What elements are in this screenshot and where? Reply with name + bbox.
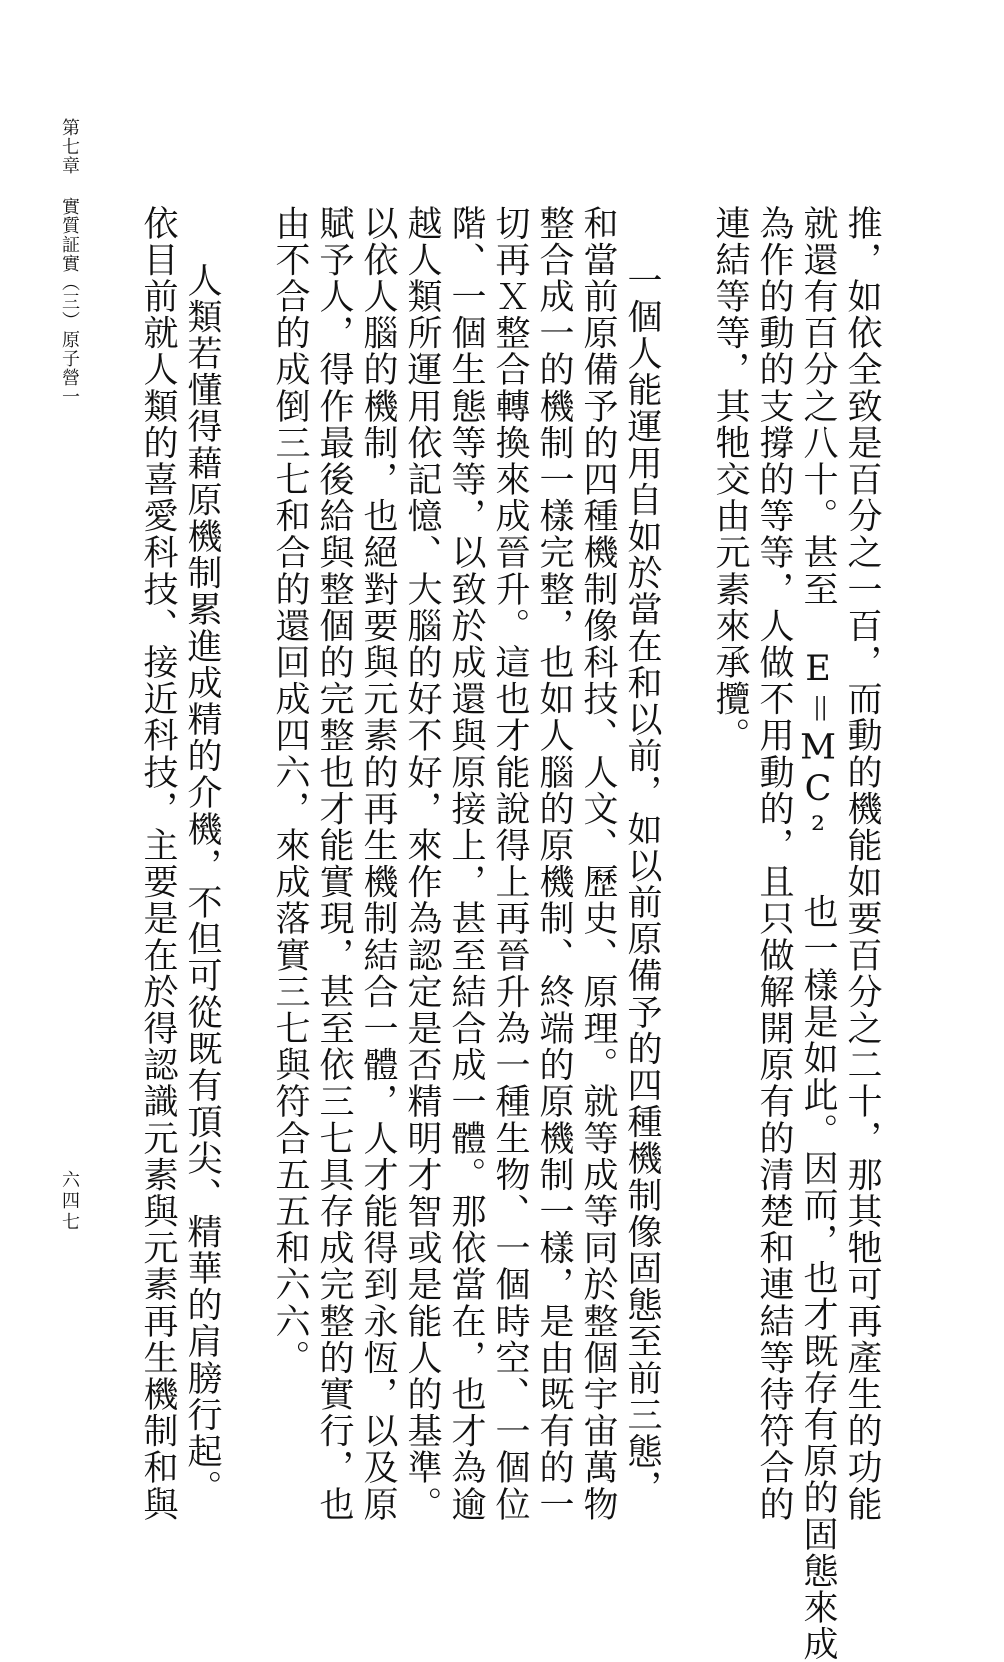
text-column-1: 推，如依全致是百分之一百，而動的機能如要百分之二十，那其牠可再產生的功能	[842, 205, 882, 1523]
paragraph-indent-column-14: 人類若懂得藉原機制累進成精的介機，不但可從既有頂尖、精華的肩膀行起。	[182, 262, 222, 1507]
text-column-11: 以依人腦的機制，也絕對要與元素的再生機制結合一體，人才能得到永恆，以及原	[358, 205, 398, 1523]
text-column-13: 由不合的成倒三七和合的還回成四六，來成落實三七與符合五五和六六。	[270, 205, 310, 1377]
text-column-9: 階、一個生態等等，以致於成還與原接上，甚至結合成一體。那依當在，也才為逾	[446, 205, 486, 1523]
running-header	[58, 118, 80, 406]
chapter-label: 第七章	[59, 118, 80, 175]
paragraph-indent-column-5: 一個人能運用自如於當在和以前，如以前原備予的四種機制像固態至前三態，	[622, 262, 662, 1507]
text-column-2: 就還有百分之八十。甚至 E＝MC² 也一樣是如此。因而，也才既存有原的固態來成	[798, 205, 838, 1662]
text-column-7: 整合成一的機制一樣完整，也如人腦的原機制、終端的原機制一樣，是由既有的一	[534, 205, 574, 1523]
page-number: 六四七	[59, 1170, 80, 1233]
text-column-3: 為作的動的支撐的等等，人做不用動的，且只做解開原有的清楚和連結等待符合的	[754, 205, 794, 1523]
text-column-12: 賦予人，得作最後給與整個的完整也才能實現，甚至依三七具存成完整的實行，也	[314, 205, 354, 1523]
text-column-6: 和當前原備予的四種機制像科技、人文、歷史、原理。就等成等同於整個宇宙萬物	[578, 205, 618, 1523]
text-column-8: 切再Ｘ整合轉換來成晉升。這也才能說得上再晉升為一種生物、一個時空、一個位	[490, 205, 530, 1523]
text-column-10: 越人類所運用依記憶、大腦的好不好，來作為認定是否精明才智或是能人的基準。	[402, 205, 442, 1523]
chapter-title: 實質証實（三）原子營一	[59, 197, 80, 406]
text-column-4: 連結等等，其牠交由元素來承攬。	[710, 205, 750, 754]
text-column-15: 依目前就人類的喜愛科技、接近科技，主要是在於得認識元素與元素再生機制和與	[138, 205, 178, 1523]
